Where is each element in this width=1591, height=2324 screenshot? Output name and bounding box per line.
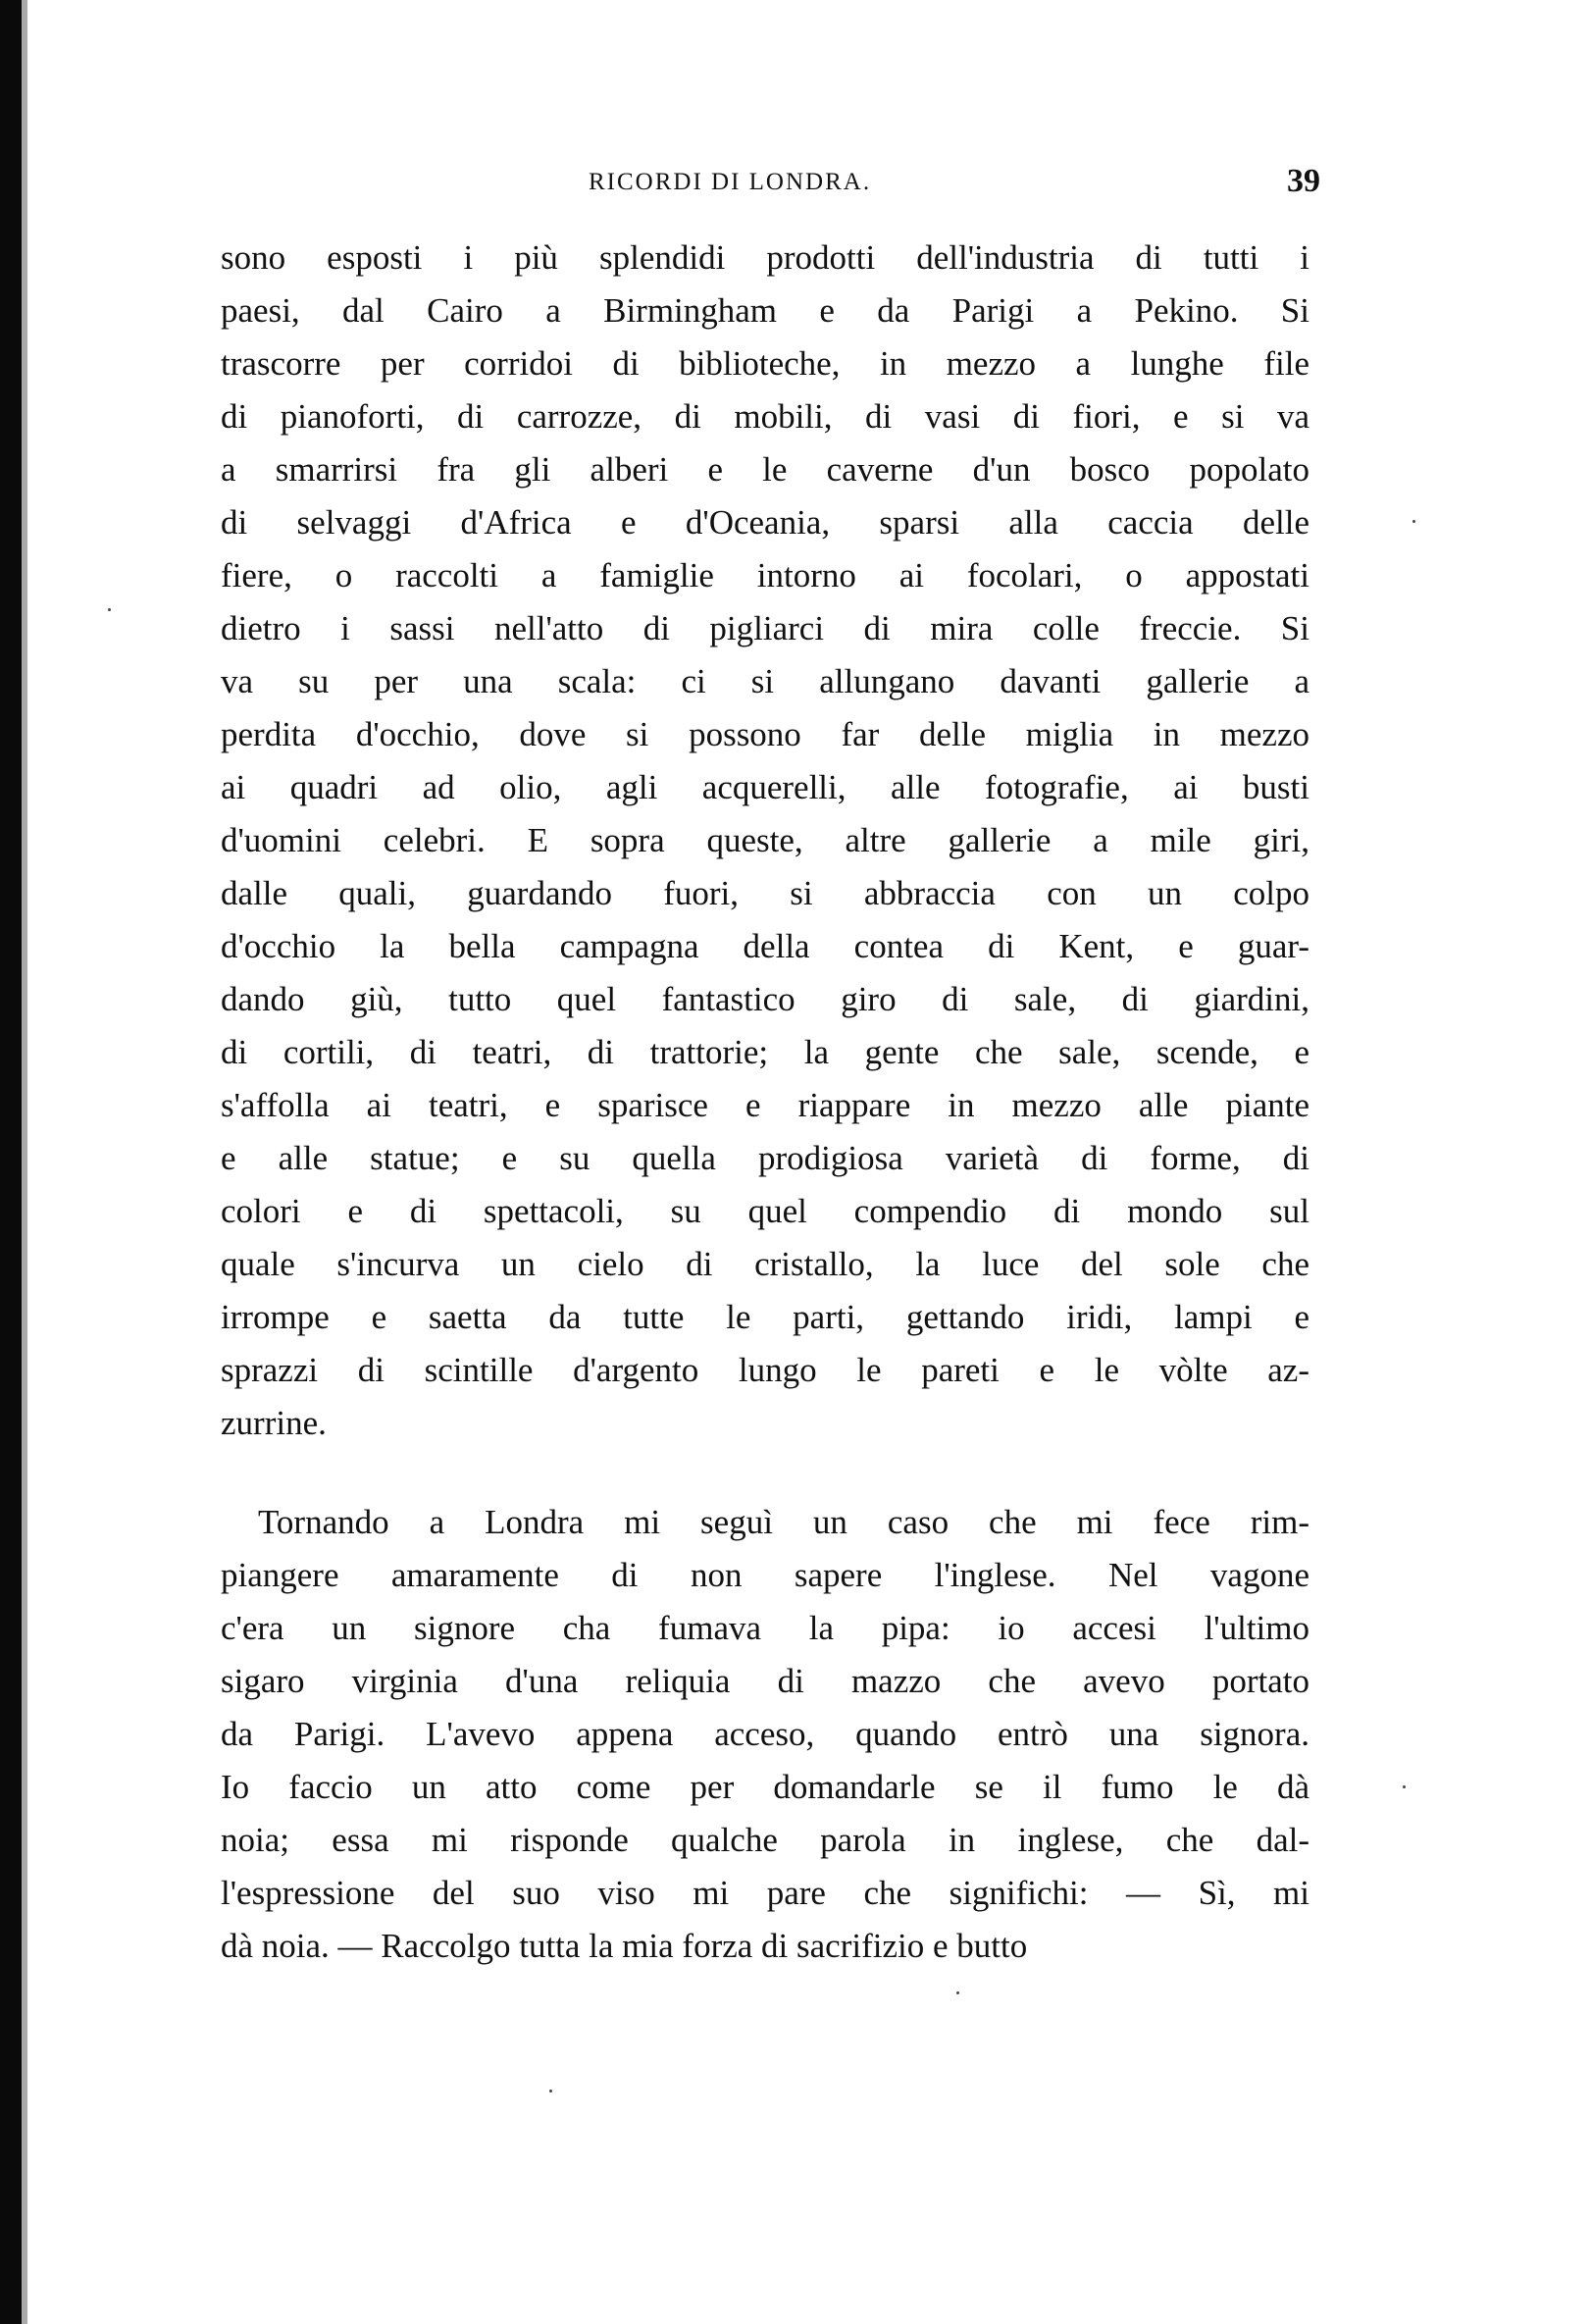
text-line: zurrine.: [221, 1404, 327, 1442]
text-line: paesi, dal Cairo a Birmingham e da Parigi a Pekino. Si: [221, 291, 1309, 330]
text-line: fiere, o raccolti a famiglie intorno ai focolari, o appostati: [221, 556, 1309, 594]
text-line: sono esposti i più splendidi prodotti dell'industria di tutti i: [221, 238, 1309, 277]
text-line: quale s'incurva un cielo di cristallo, la luce del sole che: [221, 1245, 1309, 1283]
text-line: sigaro virginia d'una reliquia di mazzo che avevo portato: [221, 1662, 1309, 1700]
text-line: sprazzi di scintille d'argento lungo le pareti e le vòlte az-: [221, 1351, 1309, 1389]
text-line: dalle quali, guardando fuori, si abbraccia con un colpo: [221, 874, 1309, 912]
text-line: trascorre per corridoi di biblioteche, in mezzo a lunghe file: [221, 344, 1309, 383]
page-number: 39: [1287, 163, 1320, 199]
running-title: RICORDI DI LONDRA.: [589, 169, 872, 195]
text-line: ai quadri ad olio, agli acquerelli, alle fotografie, ai busti: [221, 768, 1309, 806]
text-line: da Parigi. L'avevo appena acceso, quando entrò una signora.: [221, 1715, 1309, 1753]
text-line: dà noia. — Raccolgo tutta la mia forza di sacrifizio e butto: [221, 1927, 1028, 1965]
text-line: di cortili, di teatri, di trattorie; la gente che sale, scende, e: [221, 1033, 1309, 1071]
text-line: Io faccio un atto come per domandarle se il fumo le dà: [221, 1768, 1309, 1806]
text-line: a smarrirsi fra gli alberi e le caverne d'un bosco popolato: [221, 450, 1309, 489]
binding-shadow: [22, 0, 27, 2324]
book-binding-edge: [0, 0, 22, 2324]
text-line: dando giù, tutto quel fantastico giro di sale, di giardini,: [221, 980, 1309, 1018]
text-line: c'era un signore cha fumava la pipa: io accesi l'ultimo: [221, 1609, 1309, 1647]
text-line: s'affolla ai teatri, e sparisce e riappare in mezzo alle piante: [221, 1086, 1309, 1124]
text-line: l'espressione del suo viso mi pare che significhi: — Sì, mi: [221, 1874, 1309, 1912]
text-line: d'uomini celebri. E sopra queste, altre gallerie a mile giri,: [221, 821, 1309, 859]
text-line: perdita d'occhio, dove si possono far delle miglia in mezzo: [221, 715, 1309, 753]
paragraph-1: [221, 232, 1309, 1450]
text-line: colori e di spettacoli, su quel compendio di mondo sul: [221, 1192, 1309, 1230]
text-line: Tornando a Londra mi seguì un caso che mi fece rim-: [258, 1503, 1309, 1541]
scan-speck: [108, 608, 111, 611]
paragraph-2: [221, 1496, 1309, 1973]
scan-speck: [1403, 1785, 1406, 1788]
text-line: di selvaggi d'Africa e d'Oceania, sparsi alla caccia delle: [221, 503, 1309, 542]
scan-speck: [549, 2090, 552, 2092]
text-line: va su per una scala: ci si allungano davanti gallerie a: [221, 662, 1309, 700]
text-line: noia; essa mi risponde qualche parola in inglese, che dal-: [221, 1821, 1309, 1859]
text-line: irrompe e saetta da tutte le parti, gettando iridi, lampi e: [221, 1298, 1309, 1336]
text-line: dietro i sassi nell'atto di pigliarci di mira colle freccie. Si: [221, 609, 1309, 647]
text-line: piangere amaramente di non sapere l'inglese. Nel vagone: [221, 1556, 1309, 1594]
text-line: d'occhio la bella campagna della contea di Kent, e guar-: [221, 927, 1309, 965]
text-line: e alle statue; e su quella prodigiosa varietà di forme, di: [221, 1139, 1309, 1177]
text-line: di pianoforti, di carrozze, di mobili, di vasi di fiori, e si va: [221, 397, 1309, 436]
scan-speck: [1412, 520, 1415, 523]
scan-speck: [956, 1991, 959, 1994]
